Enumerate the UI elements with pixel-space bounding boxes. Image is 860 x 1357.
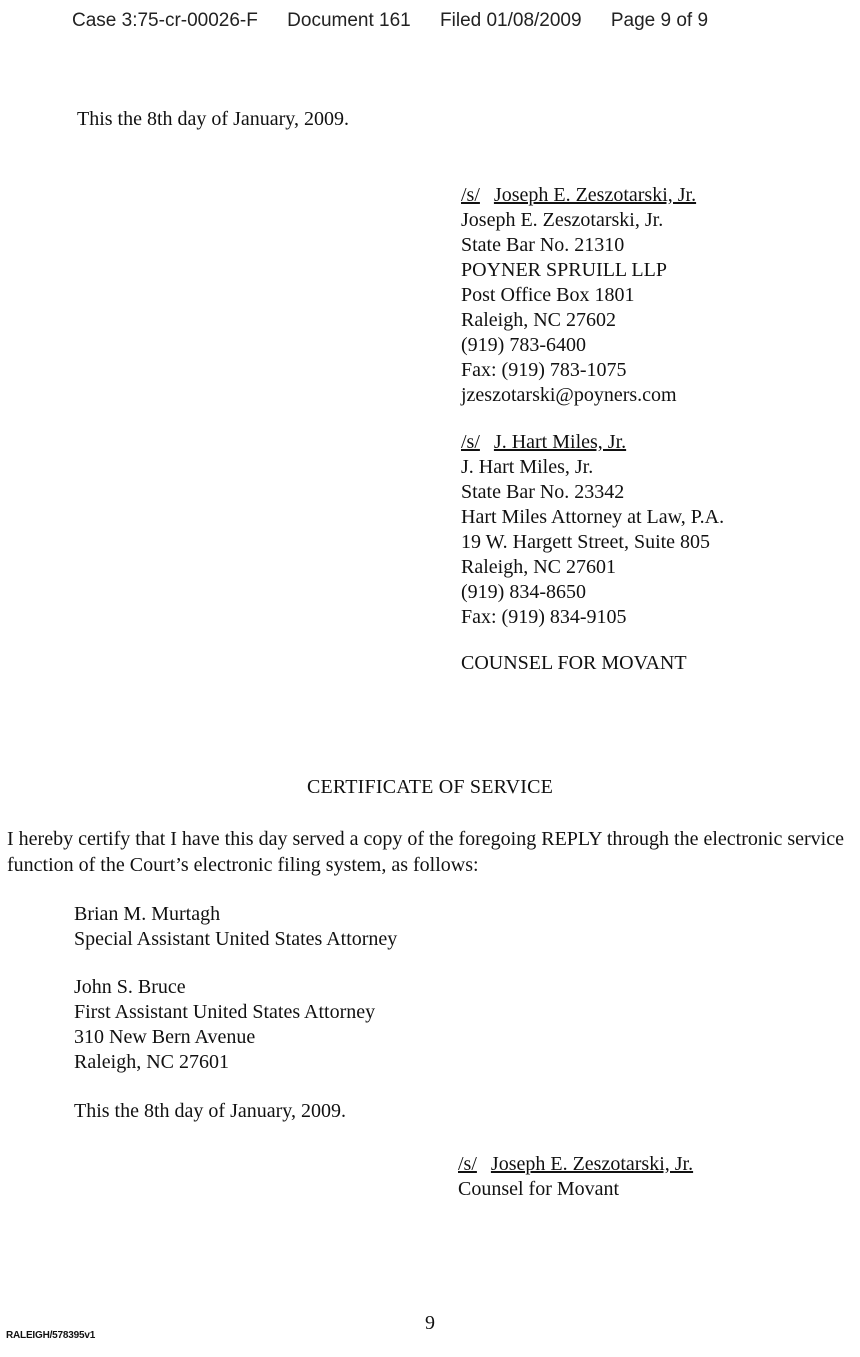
email-address: jzeszotarski@poyners.com <box>461 384 677 406</box>
electronic-signature: /s/ Joseph E. Zeszotarski, Jr. <box>461 184 697 206</box>
city-state-zip: Raleigh, NC 27602 <box>461 309 616 331</box>
city-state-zip: Raleigh, NC 27601 <box>74 1051 229 1073</box>
electronic-signature: /s/ Joseph E. Zeszotarski, Jr. <box>458 1153 694 1175</box>
recipient-title: Special Assistant United States Attorney <box>74 928 398 950</box>
fax-number: Fax: (919) 834-9105 <box>461 606 627 628</box>
address-line: 310 New Bern Avenue <box>74 1026 256 1048</box>
bar-number: State Bar No. 23342 <box>461 481 625 503</box>
fax-number: Fax: (919) 783-1075 <box>461 359 627 381</box>
address-line: Post Office Box 1801 <box>461 284 635 306</box>
address-line: 19 W. Hargett Street, Suite 805 <box>461 531 711 553</box>
attorney-name: Joseph E. Zeszotarski, Jr. <box>461 209 664 231</box>
signature-block-zeszotarski <box>461 183 696 408</box>
attorney-name: J. Hart Miles, Jr. <box>461 456 594 478</box>
city-state-zip: Raleigh, NC 27601 <box>461 556 616 578</box>
electronic-signature: /s/ J. Hart Miles, Jr. <box>461 431 627 453</box>
phone-number: (919) 834-8650 <box>461 581 586 603</box>
document-number: Document 161 <box>287 10 411 31</box>
recipient-name: John S. Bruce <box>74 976 186 998</box>
signature-block-miles <box>461 430 724 630</box>
certificate-title: CERTIFICATE OF SERVICE <box>306 776 554 798</box>
phone-number: (919) 783-6400 <box>461 334 586 356</box>
counsel-label: COUNSEL FOR MOVANT <box>461 652 687 674</box>
bar-number: State Bar No. 21310 <box>461 234 625 256</box>
recipient-title: First Assistant United States Attorney <box>74 1001 376 1023</box>
recipient-murtagh <box>74 902 397 952</box>
filed-date: Filed 01/08/2009 <box>440 10 582 31</box>
signature-block-closing <box>458 1152 693 1202</box>
date-line: This the 8th day of January, 2009. <box>77 108 349 130</box>
document-id-code: RALEIGH/578395v1 <box>6 1330 96 1341</box>
filing-header <box>72 10 708 32</box>
date-line: This the 8th day of January, 2009. <box>74 1100 346 1122</box>
recipient-bruce <box>74 975 375 1075</box>
firm-name: POYNER SPRUILL LLP <box>461 259 667 281</box>
page-indicator: Page 9 of 9 <box>610 10 709 31</box>
recipient-name: Brian M. Murtagh <box>74 903 221 925</box>
page-number: 9 <box>425 1312 435 1334</box>
certificate-paragraph: I hereby certify that I have this day served a copy of the foregoing REPLY through the electronic service function of the Court’s electronic filing system, as follows: <box>7 828 844 876</box>
case-number: Case 3:75-cr-00026-F <box>72 10 258 31</box>
firm-name: Hart Miles Attorney at Law, P.A. <box>461 506 725 528</box>
signer-role: Counsel for Movant <box>458 1178 620 1200</box>
